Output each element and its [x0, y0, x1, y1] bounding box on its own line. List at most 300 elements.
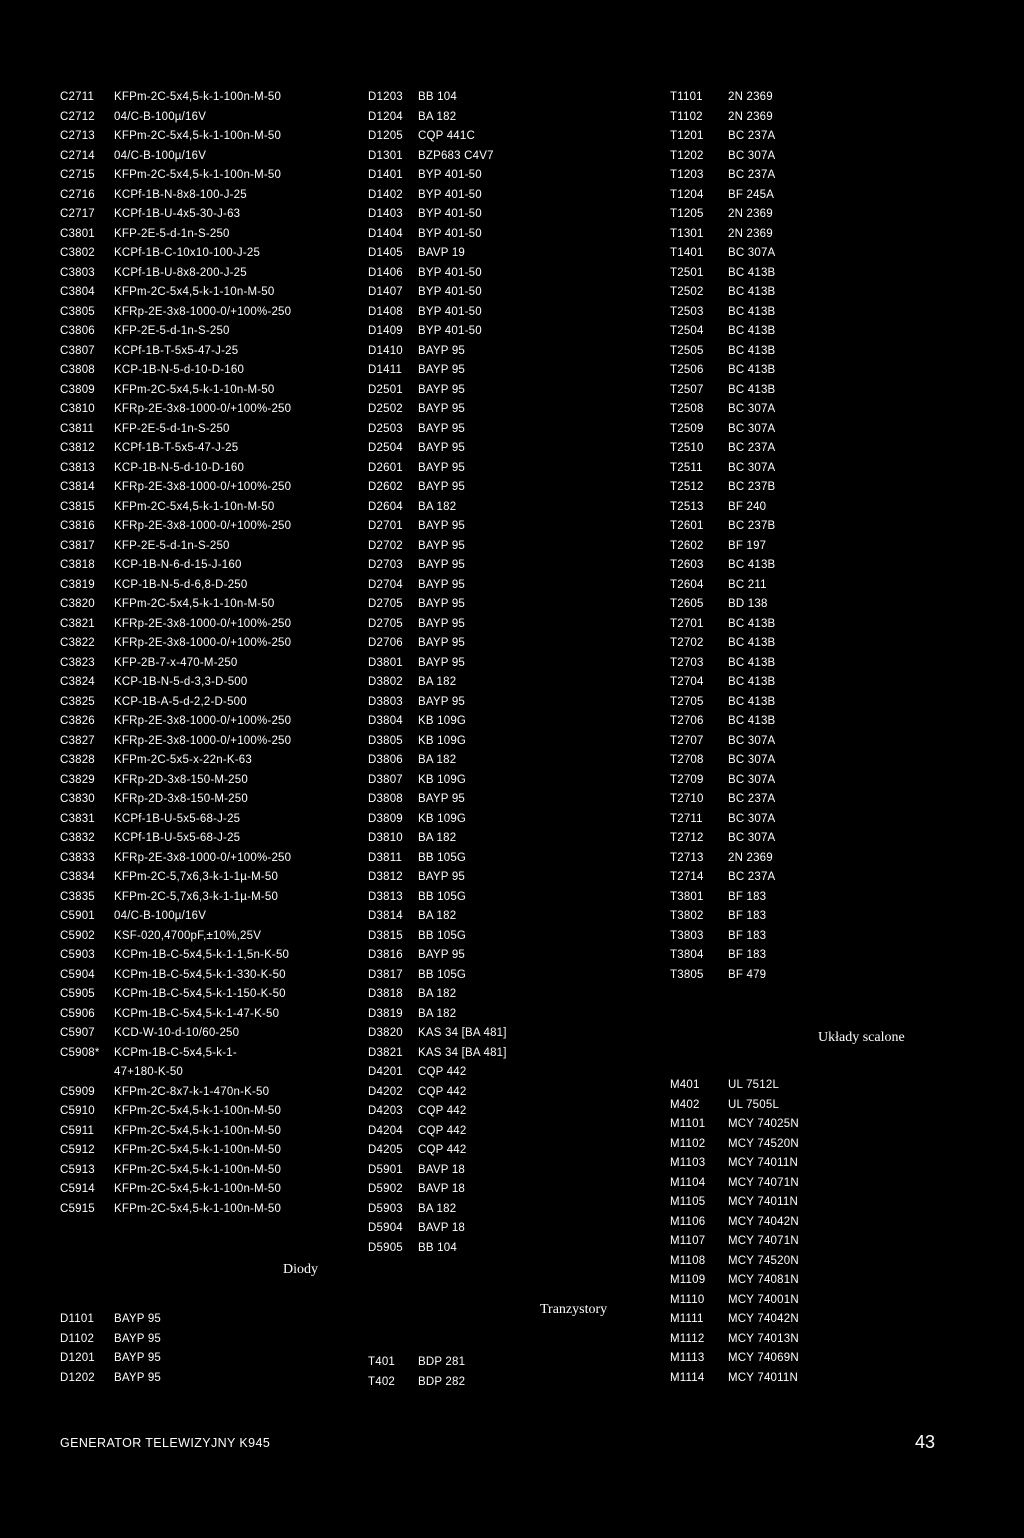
- component-ref: D3811: [368, 851, 403, 864]
- component-value: BYP 401-50: [418, 188, 482, 201]
- component-value: UL 7512L: [728, 1079, 780, 1091]
- list-item: [670, 1193, 799, 1213]
- component-ref: C5901: [60, 910, 95, 922]
- component-value: KFPm-2C-5x4,5-k-1-100n-M-50: [114, 130, 282, 142]
- component-value: KFPm-2C-5x4,5-k-1-10n-M-50: [114, 383, 275, 396]
- component-value: 2N 2369: [728, 227, 773, 240]
- list-item: [60, 615, 291, 635]
- component-value: CQP 442: [418, 1085, 467, 1098]
- component-value: BC 413B: [728, 364, 776, 376]
- component-ref: D2502: [368, 403, 403, 415]
- component-value: BAYP 95: [418, 481, 466, 493]
- component-value: BF 479: [728, 968, 767, 981]
- list-item: [670, 966, 775, 986]
- list-item: [368, 205, 507, 225]
- component-ref: D2703: [368, 559, 403, 571]
- component-value: KCP-1B-N-6-d-15-J-160: [114, 559, 242, 571]
- list-item: [368, 712, 507, 732]
- list-item: [670, 1369, 799, 1389]
- list-item: [670, 1213, 799, 1233]
- component-value: KFRp-2E-3x8-1000-0/+100%-250: [114, 305, 292, 318]
- component-value: BAYP 95: [418, 364, 466, 376]
- component-ref: D3814: [368, 910, 403, 922]
- component-ref: T401: [368, 1356, 396, 1368]
- list-item: [60, 654, 291, 674]
- component-ref: T2707: [670, 734, 704, 747]
- component-value: BC 237A: [728, 169, 776, 181]
- list-item: [368, 1122, 507, 1142]
- list-item: [368, 400, 507, 420]
- component-ref: D3812: [368, 871, 403, 883]
- component-value: BA 182: [418, 832, 457, 844]
- component-value: BF 183: [728, 890, 767, 903]
- list-item: [60, 1005, 291, 1025]
- component-ref: C3806: [60, 325, 95, 337]
- component-value: MCY 74011N: [728, 1371, 798, 1384]
- component-value: MCY 74001N: [728, 1293, 799, 1306]
- component-value: 2N 2369: [728, 208, 773, 220]
- component-value: BC 307A: [728, 422, 776, 435]
- component-ref: D1402: [368, 188, 403, 201]
- component-ref: C2717: [60, 208, 95, 220]
- component-ref: T2711: [670, 812, 703, 825]
- component-value: BD 138: [728, 598, 768, 610]
- component-ref: D4203: [368, 1105, 403, 1117]
- list-item: [368, 1239, 507, 1259]
- list-item: [368, 751, 507, 771]
- component-value: BB 104: [418, 91, 457, 103]
- list-item: [670, 303, 775, 323]
- component-value: KCD-W-10-d-10/60-250: [114, 1027, 240, 1039]
- list-item: [670, 634, 775, 654]
- list-item: [368, 673, 507, 693]
- component-ref: D1401: [368, 169, 403, 181]
- component-value: KFRp-2E-3x8-1000-0/+100%-250: [114, 715, 292, 727]
- component-ref: D3816: [368, 949, 403, 961]
- component-ref: D2701: [368, 520, 403, 532]
- component-value: KFPm-2C-5x4,5-k-1-100n-M-50: [114, 1163, 282, 1176]
- component-ref: C3819: [60, 578, 95, 591]
- list-item: [670, 439, 775, 459]
- component-value: BC 413B: [728, 286, 776, 298]
- component-value: BA 182: [418, 676, 457, 688]
- component-ref: T2704: [670, 676, 704, 688]
- component-ref: C2712: [60, 110, 95, 123]
- list-item: [670, 595, 775, 615]
- component-ref: D2705: [368, 598, 403, 610]
- component-ref: C3827: [60, 734, 95, 747]
- component-value: BC 307A: [728, 461, 776, 474]
- list-item: [368, 88, 507, 108]
- component-value: BC 307A: [728, 734, 776, 747]
- component-value: BAYP 95: [114, 1313, 162, 1325]
- component-ref: M402: [670, 1098, 700, 1111]
- component-ref: D2503: [368, 422, 403, 435]
- list-item: [670, 1096, 799, 1116]
- component-value: MCY 74025N: [728, 1118, 799, 1130]
- component-ref: T2604: [670, 578, 704, 591]
- list-item: [60, 1024, 291, 1044]
- component-ref: T2506: [670, 364, 704, 376]
- list-item: [670, 1349, 799, 1369]
- list-item: [60, 946, 291, 966]
- component-ref: T1401: [670, 247, 704, 259]
- component-ref: T2512: [670, 481, 704, 493]
- component-value: BC 237A: [728, 442, 776, 454]
- list-item: [60, 556, 291, 576]
- list-item: [368, 537, 507, 557]
- component-ref: T1205: [670, 208, 704, 220]
- component-ref: M1110: [670, 1293, 705, 1306]
- component-ref: T3803: [670, 929, 704, 942]
- component-ref: D1102: [60, 1332, 95, 1345]
- list-item: [670, 693, 775, 713]
- component-ref: D2604: [368, 500, 403, 513]
- component-value: KFPm-2C-5x5-x-22n-K-63: [114, 754, 252, 766]
- component-ref: C3811: [60, 422, 95, 435]
- component-ref: D5905: [368, 1241, 403, 1254]
- list-item: [368, 849, 507, 869]
- component-value: BAYP 95: [418, 617, 466, 630]
- list-item: [670, 478, 775, 498]
- component-ref: D3819: [368, 1007, 403, 1020]
- component-ref: D1205: [368, 130, 403, 142]
- component-ref: C5914: [60, 1183, 95, 1195]
- component-value: 04/C-B-100µ/16V: [114, 149, 207, 162]
- list-item: [60, 595, 291, 615]
- list-item: [670, 1174, 799, 1194]
- component-ref: D3815: [368, 929, 403, 942]
- list-item: [60, 985, 291, 1005]
- list-item: [670, 517, 775, 537]
- component-value: BAVP 18: [418, 1222, 466, 1234]
- component-ref: C3822: [60, 637, 95, 649]
- component-value: BC 237B: [728, 481, 776, 493]
- list-item: [670, 1154, 799, 1174]
- component-ref: D3809: [368, 812, 403, 825]
- component-value: BF 183: [728, 949, 767, 961]
- component-ref: D3818: [368, 988, 403, 1000]
- transistor-list-mid: [368, 1353, 465, 1392]
- list-item: [60, 849, 291, 869]
- component-value: CQP 441C: [418, 130, 475, 142]
- component-ref: C3807: [60, 344, 95, 357]
- list-item: [368, 225, 507, 245]
- list-item: [368, 810, 507, 830]
- component-ref: T2503: [670, 305, 704, 318]
- list-item: [670, 654, 775, 674]
- list-item: [60, 264, 291, 284]
- list-item: [60, 1330, 161, 1350]
- component-value: BC 307A: [728, 812, 776, 825]
- component-ref: T2712: [670, 832, 704, 844]
- list-item: [60, 907, 291, 927]
- list-item: [368, 1353, 465, 1373]
- component-value: BC 413B: [728, 617, 776, 630]
- component-value: BC 307A: [728, 754, 776, 766]
- component-ref: T402: [368, 1375, 396, 1388]
- component-value: MCY 74013N: [728, 1332, 799, 1345]
- component-value: BC 413B: [728, 344, 776, 357]
- component-value: KFPm-2C-5x4,5-k-1-100n-M-50: [114, 1183, 282, 1195]
- component-value: BF 245A: [728, 188, 775, 201]
- component-ref: M1109: [670, 1274, 706, 1286]
- list-item: [670, 732, 775, 752]
- list-item: [670, 1271, 799, 1291]
- component-ref: C3810: [60, 403, 95, 415]
- list-item: [368, 1024, 507, 1044]
- component-ref: C5904: [60, 968, 95, 981]
- list-item: [670, 322, 775, 342]
- component-ref: D3802: [368, 676, 403, 688]
- component-ref: D4204: [368, 1124, 403, 1137]
- component-value: KFRp-2D-3x8-150-M-250: [114, 773, 248, 786]
- component-value: KFRp-2E-3x8-1000-0/+100%-250: [114, 734, 292, 747]
- component-ref: D3810: [368, 832, 403, 844]
- list-item: [60, 147, 291, 167]
- component-value: BF 240: [728, 500, 767, 513]
- component-value: KFPm-2C-5x4,5-k-1-100n-M-50: [114, 1105, 282, 1117]
- component-ref: T2511: [670, 461, 703, 474]
- component-value: BAYP 95: [114, 1371, 162, 1384]
- transistor-list: [670, 88, 775, 985]
- component-value: 2N 2369: [728, 110, 773, 123]
- component-ref: C3828: [60, 754, 95, 766]
- list-item: [368, 595, 507, 615]
- list-item: [670, 1232, 799, 1252]
- list-item: [60, 1161, 291, 1181]
- component-value: KFPm-2C-5x4,5-k-1-100n-M-50: [114, 1124, 282, 1137]
- list-item: [670, 88, 775, 108]
- component-value: BYP 401-50: [418, 227, 482, 240]
- component-ref: D2706: [368, 637, 403, 649]
- component-ref: T2702: [670, 637, 704, 649]
- list-item: [368, 517, 507, 537]
- component-ref: M1114: [670, 1371, 705, 1384]
- component-ref: D1410: [368, 344, 403, 357]
- component-ref: C5908*: [60, 1046, 100, 1059]
- component-ref: D4205: [368, 1144, 403, 1156]
- component-ref: T3801: [670, 890, 704, 903]
- component-ref: C5907: [60, 1027, 95, 1039]
- component-value: MCY 74011N: [728, 1196, 798, 1208]
- list-item: [670, 459, 775, 479]
- component-value: KCPm-1B-C-5x4,5-k-1-47-K-50: [114, 1007, 280, 1020]
- component-ref: D4201: [368, 1066, 403, 1078]
- component-value: BC 237B: [728, 520, 776, 532]
- component-value: KCP-1B-A-5-d-2,2-D-500: [114, 695, 247, 708]
- component-value: BAYP 95: [114, 1352, 162, 1364]
- component-ref: T2703: [670, 656, 704, 669]
- component-ref: T1202: [670, 149, 704, 162]
- list-item: [670, 927, 775, 947]
- integrated-circuits-heading: Układy scalone: [818, 1030, 905, 1045]
- list-item: [368, 108, 507, 128]
- component-value: BAYP 95: [418, 695, 466, 708]
- list-item: [670, 771, 775, 791]
- component-value: BYP 401-50: [418, 305, 482, 318]
- list-item: [368, 1083, 507, 1103]
- list-item: [368, 283, 507, 303]
- list-item: [670, 205, 775, 225]
- list-item: [60, 751, 291, 771]
- component-value: KB 109G: [418, 812, 467, 825]
- list-item: [670, 1252, 799, 1272]
- component-value: BC 237A: [728, 793, 776, 805]
- component-value: BA 182: [418, 988, 457, 1000]
- component-value: KCPf-1B-T-5x5-47-J-25: [114, 442, 239, 454]
- component-value: BF 197: [728, 539, 767, 552]
- list-item: [60, 927, 291, 947]
- component-value: KCPm-1B-C-5x4,5-k-1-150-K-50: [114, 988, 286, 1000]
- component-value: KCPf-1B-C-10x10-100-J-25: [114, 247, 261, 259]
- component-ref: C3824: [60, 676, 95, 688]
- component-ref: T1203: [670, 169, 704, 181]
- component-ref: C5905: [60, 988, 95, 1000]
- list-item: [368, 868, 507, 888]
- component-ref: C2715: [60, 169, 95, 181]
- list-item: [60, 1310, 161, 1330]
- list-item: [670, 1076, 799, 1096]
- component-ref: T2601: [670, 520, 704, 532]
- list-item: [60, 439, 291, 459]
- component-value: BAYP 95: [418, 344, 466, 357]
- list-item: [368, 498, 507, 518]
- component-value: 04/C-B-100µ/16V: [114, 910, 207, 922]
- component-value: MCY 74081N: [728, 1274, 799, 1286]
- list-item: [368, 927, 507, 947]
- component-ref: D3807: [368, 773, 403, 786]
- component-ref: D2504: [368, 442, 403, 454]
- component-value: BA 182: [418, 1202, 457, 1215]
- component-value: KCPf-1B-N-8x8-100-J-25: [114, 188, 247, 201]
- list-item: [60, 829, 291, 849]
- component-ref: T1201: [670, 130, 704, 142]
- component-ref: D3821: [368, 1046, 403, 1059]
- list-item: [368, 966, 507, 986]
- component-value: BAYP 95: [418, 520, 466, 532]
- list-item: [368, 790, 507, 810]
- component-ref: C3821: [60, 617, 95, 630]
- list-item: [670, 888, 775, 908]
- component-value: BAYP 95: [418, 793, 466, 805]
- component-ref: C3803: [60, 266, 95, 279]
- list-item: [670, 361, 775, 381]
- component-value: BAYP 95: [418, 559, 466, 571]
- component-ref: M1113: [670, 1352, 705, 1364]
- component-ref: T2708: [670, 754, 704, 766]
- component-ref: T3804: [670, 949, 704, 961]
- component-ref: D1407: [368, 286, 403, 298]
- component-ref: D1301: [368, 149, 403, 162]
- component-value: BC 413B: [728, 266, 776, 279]
- component-ref: D2601: [368, 461, 403, 474]
- list-item: [368, 264, 507, 284]
- list-item: [60, 712, 291, 732]
- component-value: BZP683 C4V7: [418, 149, 494, 162]
- component-ref: D3806: [368, 754, 403, 766]
- list-item: [60, 420, 291, 440]
- list-item: [670, 712, 775, 732]
- component-ref: T2714: [670, 871, 704, 883]
- list-item: [60, 186, 291, 206]
- component-value: 04/C-B-100µ/16V: [114, 110, 207, 123]
- component-ref: T2713: [670, 851, 704, 864]
- component-value: BB 104: [418, 1241, 457, 1254]
- component-ref: C5913: [60, 1163, 95, 1176]
- component-value: BYP 401-50: [418, 286, 482, 298]
- list-item: [368, 420, 507, 440]
- list-item: [368, 693, 507, 713]
- component-value: BB 105G: [418, 851, 467, 864]
- diodes-heading: Diody: [283, 1262, 318, 1277]
- component-value: KCPf-1B-U-5x5-68-J-25: [114, 812, 241, 825]
- component-value: BF 183: [728, 929, 767, 942]
- list-item: [60, 1122, 291, 1142]
- component-ref: C3805: [60, 305, 95, 318]
- list-item: [368, 829, 507, 849]
- component-value: MCY 74042N: [728, 1313, 799, 1325]
- list-item: [368, 1063, 507, 1083]
- list-item: [368, 615, 507, 635]
- component-ref: T2602: [670, 539, 704, 552]
- list-item: [368, 186, 507, 206]
- component-ref: T2705: [670, 695, 704, 708]
- component-ref: C5906: [60, 1007, 95, 1020]
- list-item: [670, 790, 775, 810]
- list-item: [60, 303, 291, 323]
- component-value: KFRp-2E-3x8-1000-0/+100%-250: [114, 403, 292, 415]
- component-value: KCPf-1B-T-5x5-47-J-25: [114, 344, 239, 357]
- component-value: BAYP 95: [418, 656, 466, 669]
- list-item: [670, 810, 775, 830]
- list-item: [60, 283, 291, 303]
- component-value: CQP 442: [418, 1066, 467, 1078]
- list-item: [670, 264, 775, 284]
- component-value: KFRp-2E-3x8-1000-0/+100%-250: [114, 481, 292, 493]
- list-item: [60, 790, 291, 810]
- component-value: BC 307A: [728, 247, 776, 259]
- component-ref: D5902: [368, 1183, 403, 1195]
- list-item: [60, 1349, 161, 1369]
- component-value: BA 182: [418, 500, 457, 513]
- list-item: [670, 829, 775, 849]
- component-value: KCPf-1B-U-5x5-68-J-25: [114, 832, 241, 844]
- component-value: KSF-020,4700pF,±10%,25V: [114, 929, 262, 942]
- component-value: BC 413B: [728, 559, 776, 571]
- component-value: BC 307A: [728, 149, 776, 162]
- list-item: [368, 1161, 507, 1181]
- component-value: BAYP 95: [418, 637, 466, 649]
- component-ref: T2510: [670, 442, 704, 454]
- list-item: [60, 342, 291, 362]
- component-value: BC 413B: [728, 715, 776, 727]
- component-value: BAYP 95: [418, 442, 466, 454]
- component-ref: C2714: [60, 149, 95, 162]
- component-ref: D1403: [368, 208, 403, 220]
- component-ref: D3808: [368, 793, 403, 805]
- component-value: BB 105G: [418, 929, 467, 942]
- list-item: [670, 381, 775, 401]
- list-item: [368, 1180, 507, 1200]
- component-value: BDP 282: [418, 1375, 466, 1388]
- component-value: KFRp-2E-3x8-1000-0/+100%-250: [114, 637, 292, 649]
- component-value: KCPm-1B-C-5x4,5-k-1-1,5n-K-50: [114, 949, 290, 961]
- component-ref: C3832: [60, 832, 95, 844]
- component-ref: C2711: [60, 91, 95, 103]
- list-item: [60, 517, 291, 537]
- component-value: KCP-1B-N-5-d-10-D-160: [114, 364, 245, 376]
